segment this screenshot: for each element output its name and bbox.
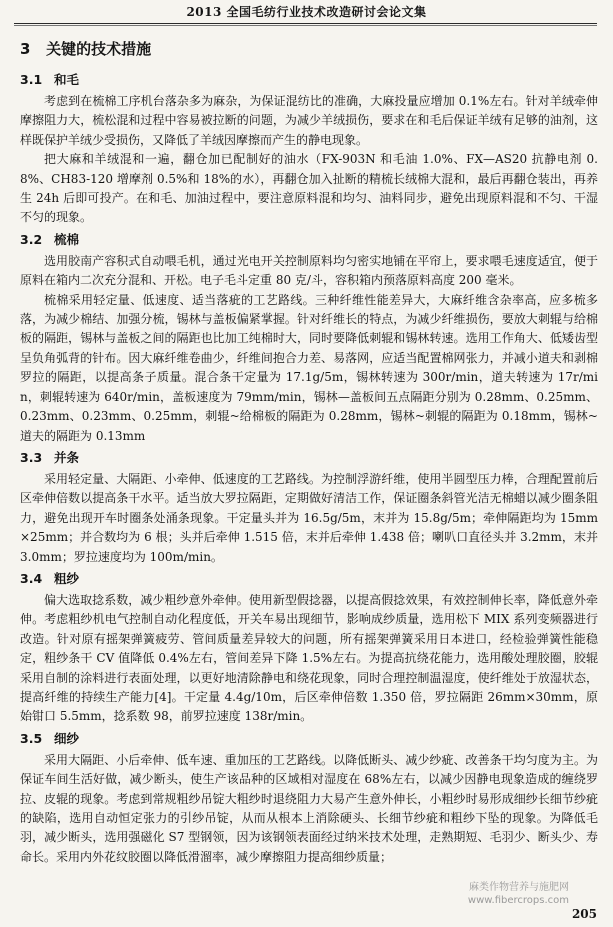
subsection-number: 3.1	[20, 72, 43, 87]
paragraph: 采用大隔距、小后牵伸、低车速、重加压的工艺路线。以降低断头、减少纱疵、改善条干均匀度为主。为保证车间生活好做，减少断头，使生产该品种的区域相对湿度在 68%左右，以减少因静电现象造成的缠绕罗拉、皮辊的现象。考虑到常规粗纱吊锭大粗纱时退绕阻力大易产生意外伸长，小粗纱时易形成细纱长细节纱疵的缺陷，选用自动恒定张力的引纱吊锭，从而从根本上消除硬头、长细节纱疵和粗纱下坠的现象。为降低毛羽，减少断头，选用强磁化 S7 型钢领，因为该钢领表面经过纳米技术处理，走熟期短、毛羽少、断头少、寿命长。采用内外花纹胶圈以降低滑溜率，减少摩擦阻力提高细纱质量；	[20, 752, 598, 864]
running-header: 2013 全国毛纺行业技术改造研讨会论文集	[186, 5, 427, 19]
paragraph: 梳棉采用轻定量、低速度、适当落疵的工艺路线。三种纤维性能差异大，大麻纤维含杂率高，应多梳多落，为减少棉结、加强分梳，锡林与盖板偏紧掌握。针对纤维长的特点，为减少纤维损伤，要放大刺辊与给棉板的隔距，锡林与盖板之间的隔距也比加工纯棉时大，同时要降低刺辊和锡林转速。选用工作角大、低矮齿型呈负角弧背的针布。因大麻纤维卷曲少，纤维间抱合力差、易落网，应适当配置棉网张力，并减小道夫和剥棉罗拉的隔距，以提高条子质量。混合条干定量为 17.1g/5m，锡林转速为 300r/min，道夫转速为 17r/min，刺辊转速为 640r/min，盖板速度为 79mm/min，锡林—盖板间五点隔距分别为 0.28mm、0.25mm、0.23mm、0.23mm、0.25mm，刺辊~给棉板的隔距为 0.28mm，锡林~刺辊的隔距为 0.18mm，锡林~道夫的隔距为 0.13mm	[20, 292, 598, 443]
subsection-heading	[20, 569, 598, 589]
watermark-url: www.fibercrops.com	[467, 895, 569, 906]
paragraph: 选用胶南产容积式自动喂毛机，通过光电开关控制原料均匀密实地铺在平帘上，要求喂毛速度适宜，便于原料在箱内二次充分混和、开松。电子毛斗定重 80 克/斗，容积箱内预落原料高度 200 毫米。	[20, 253, 598, 288]
subsection-number: 3.2	[20, 231, 43, 247]
subsection-heading	[20, 448, 598, 468]
subsection-title: 细纱	[54, 730, 80, 746]
subsection-title: 梳棉	[54, 231, 80, 247]
subsection-number: 3.3	[20, 449, 43, 465]
subsection-heading	[20, 230, 598, 250]
subsection-number: 3.4	[20, 570, 43, 586]
subsections-container	[20, 70, 598, 867]
subsection-title: 并条	[54, 449, 80, 465]
subsection-title: 粗纱	[54, 570, 80, 586]
subsection-heading	[20, 729, 598, 749]
header-rule-thin	[14, 25, 597, 26]
paragraph: 偏大选取捻系数，减少粗纱意外牵伸。使用新型假捻器，以提高假捻效果，有效控制伸长率，降低意外牵伸。考虑粗纱机电气控制自动化程度低，开关车易出现细节，影响成纱质量，选用松下 MIX 系列变频器进行改造。针对原有摇架弹簧疲劳、管间质量差异较大的问题，所有摇架弹簧采用日本进口，经检验弹簧性能稳定，粗纱条干 CV 值降低 0.4%左右，管间差异下降 1.5%左右。为提高抗绕花能力，选用酸处理胶圈，胶辊采用自制的涂料进行表面处理，以更好地清除静电和绕花现象，同时合理控制温湿度，使纤维处于放湿状态，提高纤维的持续生产能力[4]。干定量 4.4g/10m，后区牵伸倍数 1.350 倍，罗拉隔距 26mm×30mm，原始钳口 5.5mm，捻系数 98，前罗拉速度 138r/min。	[20, 592, 598, 724]
paragraph: 把大麻和羊绒混和一遍，翻仓加已配制好的油水（FX-903N 和毛油 1.0%、FX—AS20 抗静电剂 0.8%、CH83-120 增摩剂 0.5%和 18%的水），再翻仓加入扯断的精梳长绒棉大混和，最后再翻仓装出，再养生 24h 后即可投产。在和毛、加油过程中，要注意原料混和均匀、油料同步，避免出现原料混和不匀、干湿不匀的现象。	[20, 152, 598, 225]
watermark-text: 麻类作物营养与施肥网	[469, 882, 569, 893]
section-number: 3	[20, 40, 31, 58]
watermark	[468, 881, 569, 907]
section-title: 关键的技术措施	[46, 40, 152, 58]
paragraph: 采用轻定量、大隔距、小牵伸、低速度的工艺路线。为控制浮游纤维，使用半圆型压力棒，合理配置前后区牵伸倍数以提高条干水平。适当放大罗拉隔距，定期做好清洁工作，保证圈条斜管光洁无棉蜡以减少圈条阻力，避免出现开车时圈条处涌条现象。干定量头并为 16.5g/5m，末并为 15.8g/5m；牵伸隔距均为 15mm×25mm；并合数均为 6 根；头并后牵伸 1.515 倍，末并后牵伸 1.438 倍；喇叭口直径头并 3.2mm，末并 3.0mm；罗拉速度均为 100m/min。	[20, 471, 598, 564]
section-heading	[20, 38, 598, 60]
paragraph: 考虑到在梳棉工序机台落杂多为麻杂，为保证混纺比的准确，大麻投量应增加 0.1%左右。针对羊绒牵伸摩擦阻力大，梳松混和过程中容易被拉断的问题，为减少羊绒损伤，要求在和毛后保证羊绒有足够的油剂，这样既保护羊绒少受损伤，又降低了羊绒因摩擦而产生的静电现象。	[20, 94, 598, 147]
subsection-heading	[20, 70, 598, 90]
subsection-title: 和毛	[54, 72, 80, 87]
article-body	[20, 38, 598, 867]
page-number: 205	[571, 907, 597, 921]
header-rule	[14, 23, 597, 24]
subsection-number: 3.5	[20, 730, 43, 746]
